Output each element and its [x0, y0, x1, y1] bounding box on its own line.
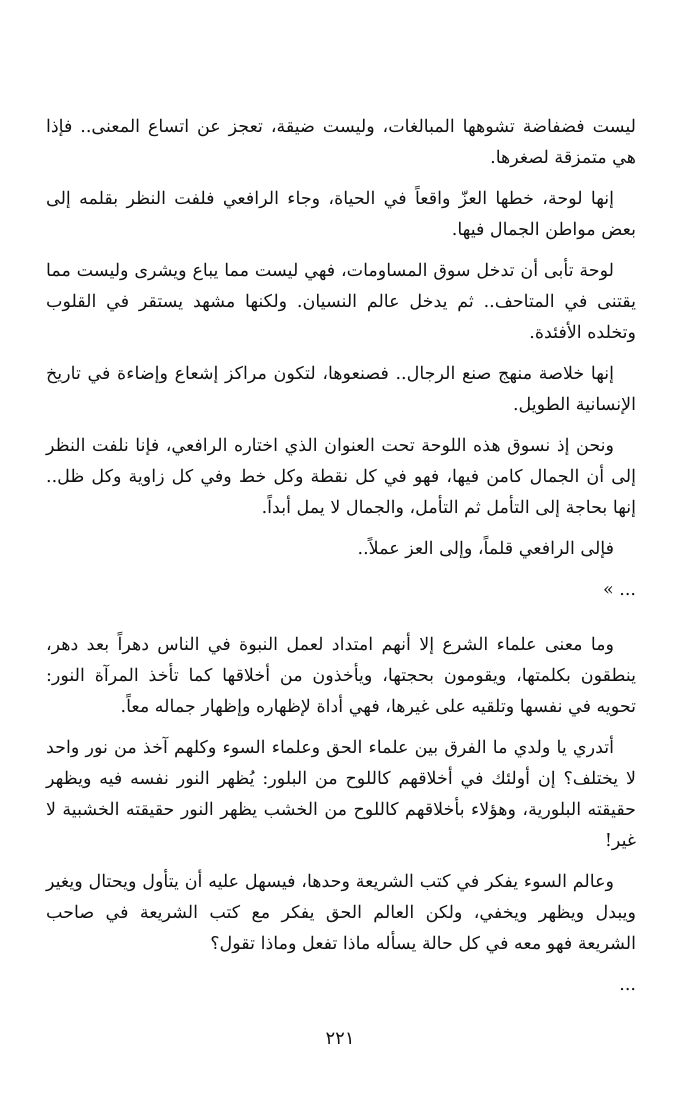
paragraph-9: وعالم السوء يفكر في كتب الشريعة وحدها، فيسهل عليه أن يتأول ويحتال ويغير ويبدل ويظهر ويخفي، ولكن العالم الحق يفكر مع كتب الشريعة في صاحب الشريعة فهو معه في كل حالة يسأله ماذا تفعل وماذا تقول؟	[46, 872, 636, 954]
page-number: ٢٢١	[325, 1028, 355, 1049]
paragraph-1: ليست فضفاضة تشوهها المبالغات، وليست ضيقة، تعجز عن اتساع المعنى.. فإذا هي متمزقة لصغرها.	[46, 117, 636, 168]
quote-ellipsis: ... »	[603, 580, 636, 600]
paragraph-7: وما معنى علماء الشرع إلا أنهم امتداد لعمل النبوة في الناس دهراً بعد دهر، ينطقون بكلمتها، ويقومون بحجتها، ويأخذون من أخلاقها كما تأخذ المرآة النور: تحويه في نفسها وتلقيه على غيرها، فهي أداة لإظهاره وإظهار جماله معاً.	[46, 635, 636, 717]
paragraph-3: لوحة تأبى أن تدخل سوق المساومات، فهي ليست مما يباع ويشرى وليست مما يقتنى في المتاحف.. ثم يدخل عالم النسيان. ولكنها مشهد يستقر في القلوب وتخلده الأفئدة.	[46, 261, 636, 343]
paragraph-4: إنها خلاصة منهج صنع الرجال.. فصنعوها، لتكون مراكز إشعاع وإضاءة في تاريخ الإنسانية الطويل.	[46, 364, 636, 415]
paragraph-6: فإلى الرافعي قلماً، وإلى العز عملاً..	[357, 539, 614, 559]
paragraph-5: ونحن إذ نسوق هذه اللوحة تحت العنوان الذي اختاره الرافعي، فإنا نلفت النظر إلى أن الجمال كامن فيها، فهو في كل نقطة وكل خط وفي كل زاوية وكل ظل.. إنها بحاجة إلى التأمل ثم التأمل، والجمال لا يمل أبداً.	[46, 436, 636, 518]
page-body	[46, 112, 636, 1005]
closing-ellipsis: ...	[619, 975, 636, 995]
paragraph-8: أتدري يا ولدي ما الفرق بين علماء الحق وعلماء السوء وكلهم آخذ من نور واحد لا يختلف؟ إن أولئك في أخلاقهم كاللوح من البلور: يُظهر النور نفسه فيه ويظهر حقيقته البلورية، وهؤلاء بأخلاقهم كاللوح من الخشب يظهر النور حقيقته الخشبية لا غير!	[46, 738, 636, 851]
paragraph-2: إنها لوحة، خطها العزّ واقعاً في الحياة، وجاء الرافعي فلفت النظر بقلمه إلى بعض مواطن الجمال فيها.	[46, 189, 636, 240]
